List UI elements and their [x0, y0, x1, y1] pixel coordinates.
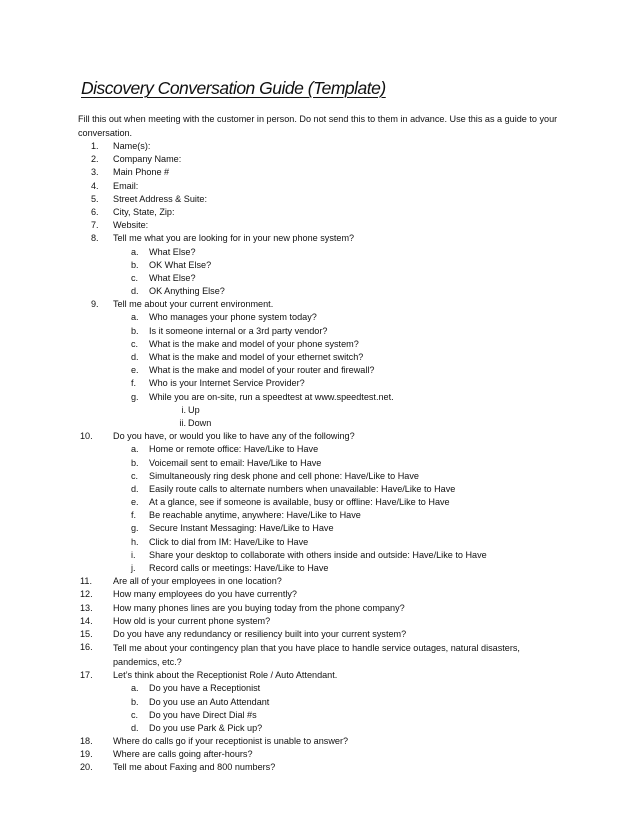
question-item	[0, 140, 638, 153]
question-text: Main Phone #	[113, 167, 170, 178]
sub-question-letter: h.	[131, 536, 139, 547]
sub-question-item	[0, 709, 638, 722]
question-number: 4.	[91, 180, 99, 191]
question-text: City, State, Zip:	[113, 206, 175, 217]
question-text: Do you have any redundancy or resiliency built into your current system?	[113, 628, 407, 639]
sub-question-item	[0, 496, 638, 509]
sub-question-item	[0, 457, 638, 470]
sub-question-text: Do you have Direct Dial #s	[149, 709, 257, 720]
question-number: 8.	[91, 233, 99, 244]
sub-question-letter: a.	[131, 312, 139, 323]
question-number: 5.	[91, 193, 99, 204]
sub-question-text: Do you use Park & Pick up?	[149, 722, 263, 733]
question-number: 15.	[80, 628, 93, 639]
question-item	[0, 628, 638, 641]
question-text: Name(s):	[113, 141, 151, 151]
question-item	[0, 735, 638, 748]
question-item	[0, 575, 638, 588]
sub-question-letter: c.	[131, 272, 139, 283]
sub-question-item	[0, 377, 638, 390]
sub-question-item	[0, 285, 638, 298]
sub-question-text: Be reachable anytime, anywhere: Have/Like to Have	[149, 510, 361, 521]
question-text: Street Address & Suite:	[113, 193, 208, 204]
sub-question-item	[0, 509, 638, 522]
question-number: 6.	[91, 206, 99, 217]
sub-question-text: What is the make and model of your router and firewall?	[149, 365, 375, 376]
sub-question-item	[0, 470, 638, 483]
sub-sub-question-item	[0, 404, 638, 417]
sub-question-letter: d.	[131, 483, 139, 494]
question-number: 20.	[80, 762, 93, 773]
question-text: Where are calls going after-hours?	[113, 749, 253, 760]
sub-question-item	[0, 522, 638, 535]
sub-question-item	[0, 696, 638, 709]
sub-question-text: OK What Else?	[149, 259, 212, 270]
question-number: 17.	[80, 670, 93, 681]
sub-question-text: Who manages your phone system today?	[149, 312, 317, 323]
question-text: Tell me what you are looking for in your new phone system?	[113, 233, 355, 244]
question-item	[0, 602, 638, 615]
question-number: 9.	[91, 299, 99, 310]
question-item	[0, 615, 638, 628]
sub-sub-question-text: Down	[188, 417, 212, 428]
question-item	[0, 166, 638, 179]
sub-question-letter: d.	[131, 722, 139, 733]
sub-question-text: While you are on-site, run a speedtest at www.speedtest.net.	[149, 391, 394, 402]
question-item	[0, 669, 638, 682]
sub-question-text: At a glance, see if someone is available, busy or offline: Have/Like to Have	[149, 497, 450, 508]
sub-question-letter: a.	[131, 444, 139, 455]
sub-question-item	[0, 536, 638, 549]
sub-question-letter: e.	[131, 497, 139, 508]
question-text: How many phones lines are you buying today from the phone company?	[113, 602, 405, 613]
question-number: 10.	[80, 431, 93, 442]
sub-question-item	[0, 549, 638, 562]
sub-question-text: Is it someone internal or a 3rd party vendor?	[149, 325, 328, 336]
sub-question-letter: c.	[131, 338, 139, 349]
question-text: Website:	[113, 220, 149, 231]
sub-question-letter: f.	[131, 510, 137, 521]
question-text: How old is your current phone system?	[113, 615, 271, 626]
question-number: 1.	[91, 141, 99, 151]
sub-question-item	[0, 364, 638, 377]
sub-question-letter: c.	[131, 470, 139, 481]
sub-question-item	[0, 272, 638, 285]
sub-question-item	[0, 325, 638, 338]
question-number: 19.	[80, 749, 93, 760]
question-item	[0, 641, 638, 669]
sub-question-letter: i.	[131, 549, 136, 560]
sub-question-letter: a.	[131, 683, 139, 694]
sub-question-item	[0, 338, 638, 351]
question-text: Do you have, or would you like to have any of the following?	[113, 431, 355, 442]
question-text: Tell me about your contingency plan that you have place to handle service outages, natural disasters, pandemics, etc.?	[113, 643, 520, 668]
sub-question-text: Do you have a Receptionist	[149, 683, 261, 694]
sub-question-letter: e.	[131, 365, 139, 376]
sub-question-item	[0, 311, 638, 324]
question-number: 11.	[80, 576, 92, 587]
sub-question-text: What Else?	[149, 246, 196, 257]
sub-sub-question-item	[0, 417, 638, 430]
sub-question-item	[0, 259, 638, 272]
sub-question-letter: g.	[131, 523, 139, 534]
roman-numeral: ii.	[179, 417, 186, 428]
sub-question-item	[0, 246, 638, 259]
roman-numeral: i.	[181, 404, 186, 415]
sub-question-item	[0, 391, 638, 404]
question-text: How many employees do you have currently?	[113, 589, 297, 600]
sub-question-text: Secure Instant Messaging: Have/Like to Have	[149, 523, 334, 534]
question-text: Tell me about Faxing and 800 numbers?	[113, 762, 276, 773]
sub-sub-question-text: Up	[188, 404, 200, 415]
question-text: Tell me about your current environment.	[113, 299, 274, 310]
question-item	[0, 219, 638, 232]
question-number: 13.	[80, 602, 93, 613]
question-item	[0, 298, 638, 311]
question-text: Let’s think about the Receptionist Role / Auto Attendant.	[113, 670, 338, 681]
question-item	[0, 232, 638, 245]
question-item	[0, 761, 638, 774]
question-number: 12.	[80, 589, 93, 600]
document-title: Discovery Conversation Guide (Template)	[81, 78, 386, 98]
sub-question-item	[0, 682, 638, 695]
question-item	[0, 588, 638, 601]
sub-question-item	[0, 351, 638, 364]
question-number: 14.	[80, 615, 93, 626]
question-number: 16.	[80, 642, 93, 653]
question-item	[0, 206, 638, 219]
sub-question-letter: b.	[131, 696, 139, 707]
question-item	[0, 193, 638, 206]
sub-question-letter: a.	[131, 246, 139, 257]
question-text: Company Name:	[113, 154, 182, 165]
sub-question-text: Record calls or meetings: Have/Like to Have	[149, 563, 329, 573]
question-text: Email:	[113, 180, 139, 191]
sub-question-text: What Else?	[149, 272, 196, 283]
sub-question-letter: b.	[131, 259, 139, 270]
question-text: Are all of your employees in one location?	[113, 576, 282, 587]
sub-question-letter: f.	[131, 378, 137, 389]
sub-question-letter: j.	[131, 563, 136, 573]
question-item	[0, 748, 638, 761]
sub-question-letter: b.	[131, 325, 139, 336]
question-number: 18.	[80, 736, 93, 747]
sub-question-text: What is the make and model of your phone system?	[149, 338, 359, 349]
question-number: 7.	[91, 220, 99, 231]
question-number: 2.	[91, 154, 99, 165]
question-item	[0, 153, 638, 166]
sub-question-text: OK Anything Else?	[149, 286, 225, 297]
question-number: 3.	[91, 167, 99, 178]
sub-question-text: Who is your Internet Service Provider?	[149, 378, 305, 389]
sub-question-text: Home or remote office: Have/Like to Have	[149, 444, 319, 455]
sub-question-text: Share your desktop to collaborate with others inside and outside: Have/Like to Have	[149, 549, 487, 560]
sub-question-text: Voicemail sent to email: Have/Like to Have	[149, 457, 322, 468]
question-item	[0, 430, 638, 443]
sub-question-item	[0, 722, 638, 735]
question-item	[0, 180, 638, 193]
sub-question-text: Click to dial from IM: Have/Like to Have	[149, 536, 309, 547]
sub-question-letter: d.	[131, 352, 139, 362]
sub-question-text: Do you use an Auto Attendant	[149, 696, 270, 707]
sub-question-text: Easily route calls to alternate numbers when unavailable: Have/Like to Have	[149, 483, 456, 494]
question-list	[0, 140, 638, 775]
sub-question-letter: b.	[131, 457, 139, 468]
sub-question-letter: d.	[131, 286, 139, 297]
sub-question-text: Simultaneously ring desk phone and cell phone: Have/Like to Have	[149, 470, 419, 481]
sub-question-text: What is the make and model of your ethernet switch?	[149, 352, 364, 362]
sub-question-item	[0, 483, 638, 496]
sub-question-item	[0, 443, 638, 456]
intro-paragraph: Fill this out when meeting with the customer in person. Do not send this to them in advance. Use this as a guide to your conversation.	[78, 114, 558, 138]
question-text: Where do calls go if your receptionist is unable to answer?	[113, 736, 349, 747]
sub-question-item	[0, 562, 638, 575]
sub-question-letter: c.	[131, 709, 139, 720]
sub-question-letter: g.	[131, 391, 139, 402]
